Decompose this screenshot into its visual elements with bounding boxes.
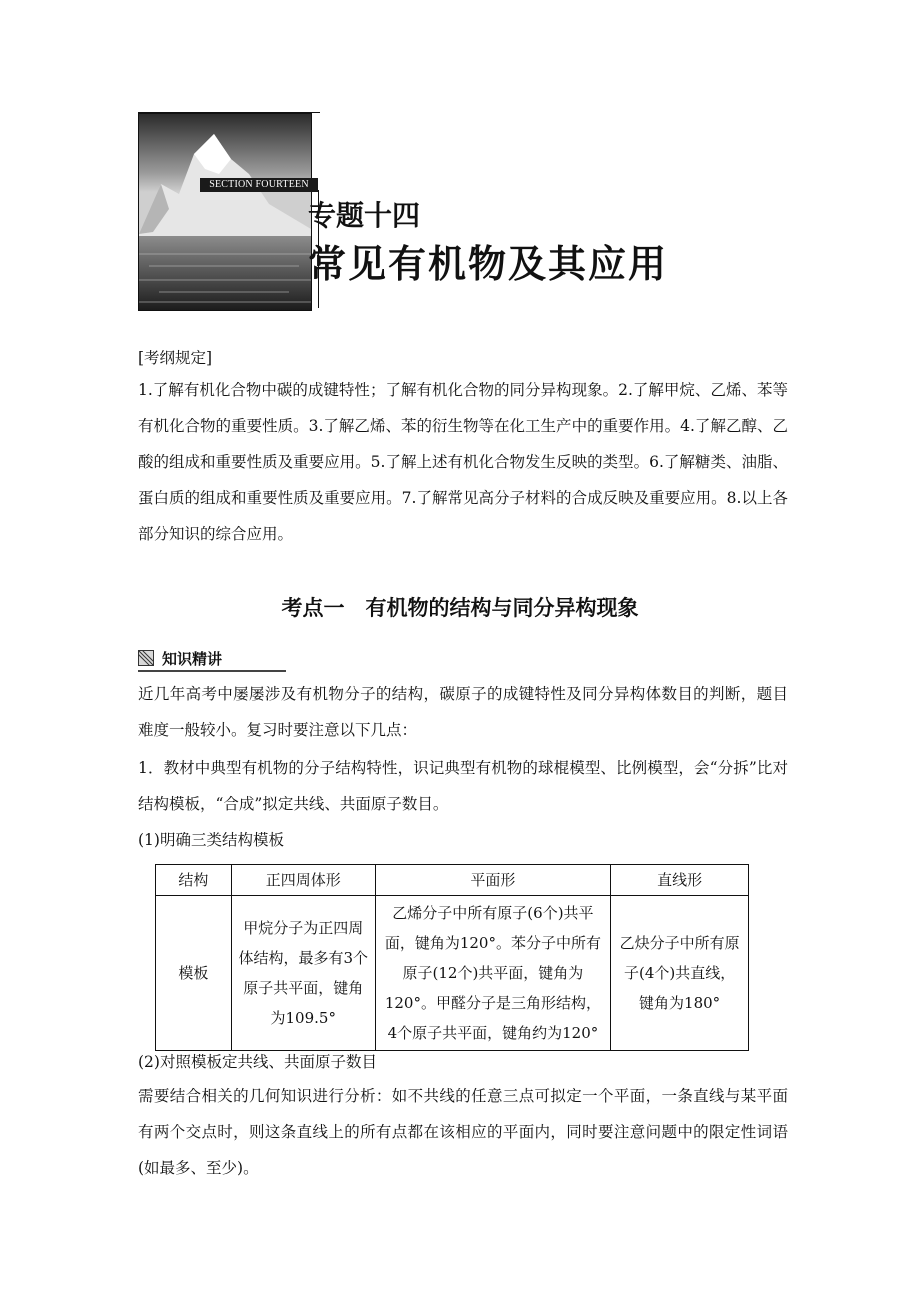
knowledge-tag-label: 知识精讲 — [162, 650, 223, 668]
analysis-paragraph: 需要结合相关的几何知识进行分析：如不共线的任意三点可拟定一个平面，一条直线与某平面有两个交点时，则这条直线上的所有点都在该相应的平面内，同时要注意问题中的限定性词语(如最多、至少)。 — [138, 1087, 788, 1177]
table-row-label: 模板 — [156, 896, 232, 1051]
kaodian-heading: 考点一 有机物的结构与同分异构现象 — [281, 596, 639, 620]
table-cell-linear: 乙炔分子中所有原子(4个)共直线，键角为180° — [611, 896, 749, 1051]
section-label: SECTION FOURTEEN — [200, 178, 318, 192]
structure-template-table — [155, 864, 749, 1051]
knowledge-tag-rule — [138, 670, 286, 672]
topic-number: 专题十四 — [308, 199, 421, 232]
table-header-cell: 直线形 — [611, 865, 749, 896]
sub2-heading: (2)对照模板定共线、共面原子数目 — [138, 1053, 377, 1071]
iceberg-image — [138, 113, 312, 311]
table-cell-planar: 乙烯分子中所有原子(6个)共平面，键角为120°。苯分子中所有原子(12个)共平面，键角为120°。甲醛分子是三角形结构，4个原子共平面，键角约为120° — [375, 896, 611, 1051]
hatched-square-icon — [138, 650, 154, 666]
table-header-row — [156, 865, 749, 896]
topic-title: 常见有机物及其应用 — [308, 242, 669, 286]
table-cell-tetrahedral: 甲烷分子为正四周体结构，最多有3个原子共平面，键角为109.5° — [231, 896, 375, 1051]
table-header-cell: 平面形 — [375, 865, 611, 896]
table-header-cell: 正四周体形 — [231, 865, 375, 896]
intro-paragraph: 近几年高考中屡屡涉及有机物分子的结构，碳原子的成键特性及同分异构体数目的判断，题目难度一般较小。复习时要注意以下几点： — [138, 685, 788, 739]
sub1-heading: (1)明确三类结构模板 — [138, 831, 284, 849]
point1-paragraph: 1．教材中典型有机物的分子结构特性，识记典型有机物的球棍模型、比例模型，会“分拆”比对结构模板，“合成”拟定共线、共面原子数目。 — [138, 759, 788, 813]
table-row — [156, 896, 749, 1051]
knowledge-tag — [138, 648, 286, 672]
outline-heading: [考纲规定] — [138, 349, 213, 367]
table-header-cell: 结构 — [156, 865, 232, 896]
outline-body: 1.了解有机化合物中碳的成键特性；了解有机化合物的同分异构现象。2.了解甲烷、乙烯、苯等有机化合物的重要性质。3.了解乙烯、苯的衍生物等在化工生产中的重要作用。4.了解乙醇、乙酸的组成和重要性质及重要应用。5.了解上述有机化合物发生反映的类型。6.了解糖类、油脂、蛋白质的组成和重要性质及重要应用。7.了解常见高分子材料的合成反映及重要应用。8.以上各部分知识的综合应用。 — [138, 381, 788, 543]
